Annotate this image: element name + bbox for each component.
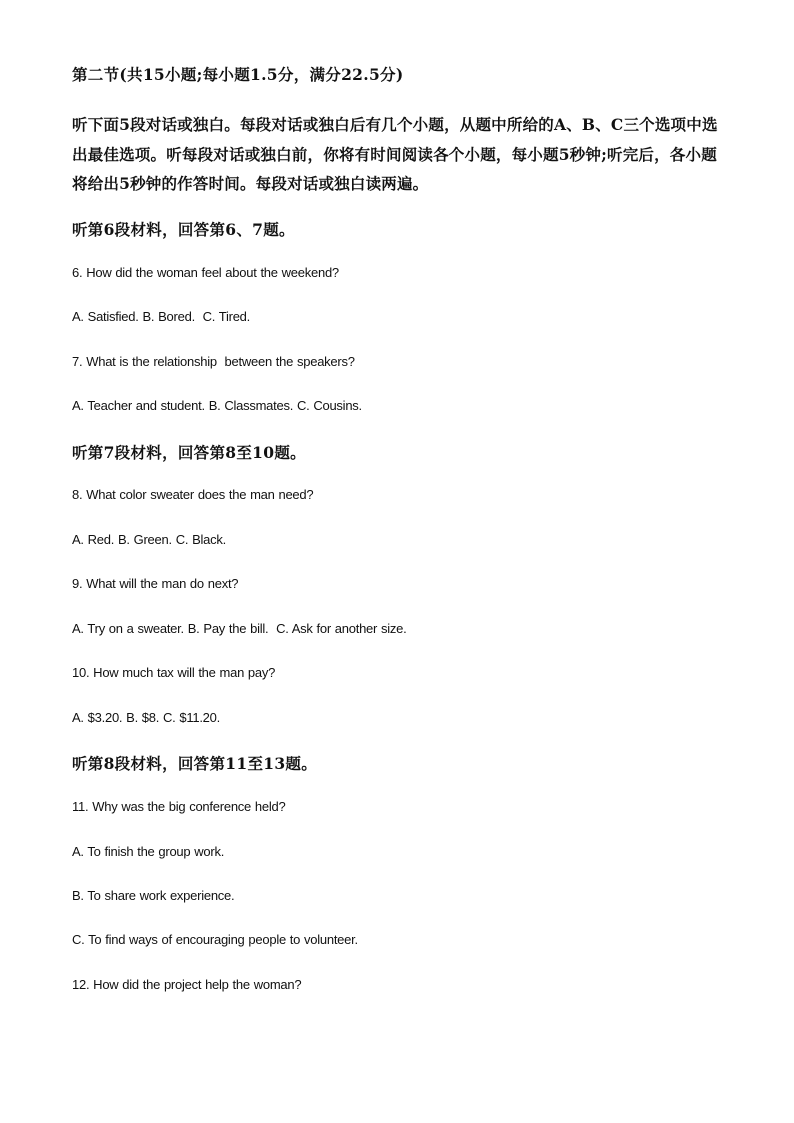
question-stem: 12. How did the project help the woman? <box>72 977 302 992</box>
question-option: B. To share work experience. <box>72 888 235 903</box>
passage-heading: 听第6段材料，回答第6、7题。 <box>72 220 295 239</box>
question-stem: 6. How did the woman feel about the weekend? <box>72 265 339 280</box>
passage-heading: 听第8段材料，回答第11至13题。 <box>72 754 318 773</box>
question-stem: 7. What is the relationship between the speakers? <box>72 354 355 369</box>
question-stem: 9. What will the man do next? <box>72 576 239 591</box>
question-options: A. Satisfied. B. Bored. C. Tired. <box>72 309 251 324</box>
passage-heading: 听第7段材料，回答第8至10题。 <box>72 443 306 462</box>
section-title: 第二节(共15小题;每小题1.5分，满分22.5分) <box>72 65 404 84</box>
question-option: C. To find ways of encouraging people to volunteer. <box>72 932 358 947</box>
question-options: A. Red. B. Green. C. Black. <box>72 532 226 547</box>
question-stem: 11. Why was the big conference held? <box>72 799 286 814</box>
question-stem: 10. How much tax will the man pay? <box>72 665 276 680</box>
question-option: A. To finish the group work. <box>72 844 225 859</box>
question-options: A. $3.20. B. $8. C. $11.20. <box>72 710 220 725</box>
section-instructions: 听下面5段对话或独白。每段对话或独白后有几个小题，从题中所给的A、B、C三个选项中选出最佳选项。听每段对话或独白前，你将有时间阅读各个小题，每小题5秒钟;听完后，各小题将给出5秒钟的作答时间。每段对话或独白读两遍。 <box>72 115 718 193</box>
question-options: A. Teacher and student. B. Classmates. C. Cousins. <box>72 398 362 413</box>
question-options: A. Try on a sweater. B. Pay the bill. C. Ask for another size. <box>72 621 407 636</box>
question-stem: 8. What color sweater does the man need? <box>72 487 314 502</box>
